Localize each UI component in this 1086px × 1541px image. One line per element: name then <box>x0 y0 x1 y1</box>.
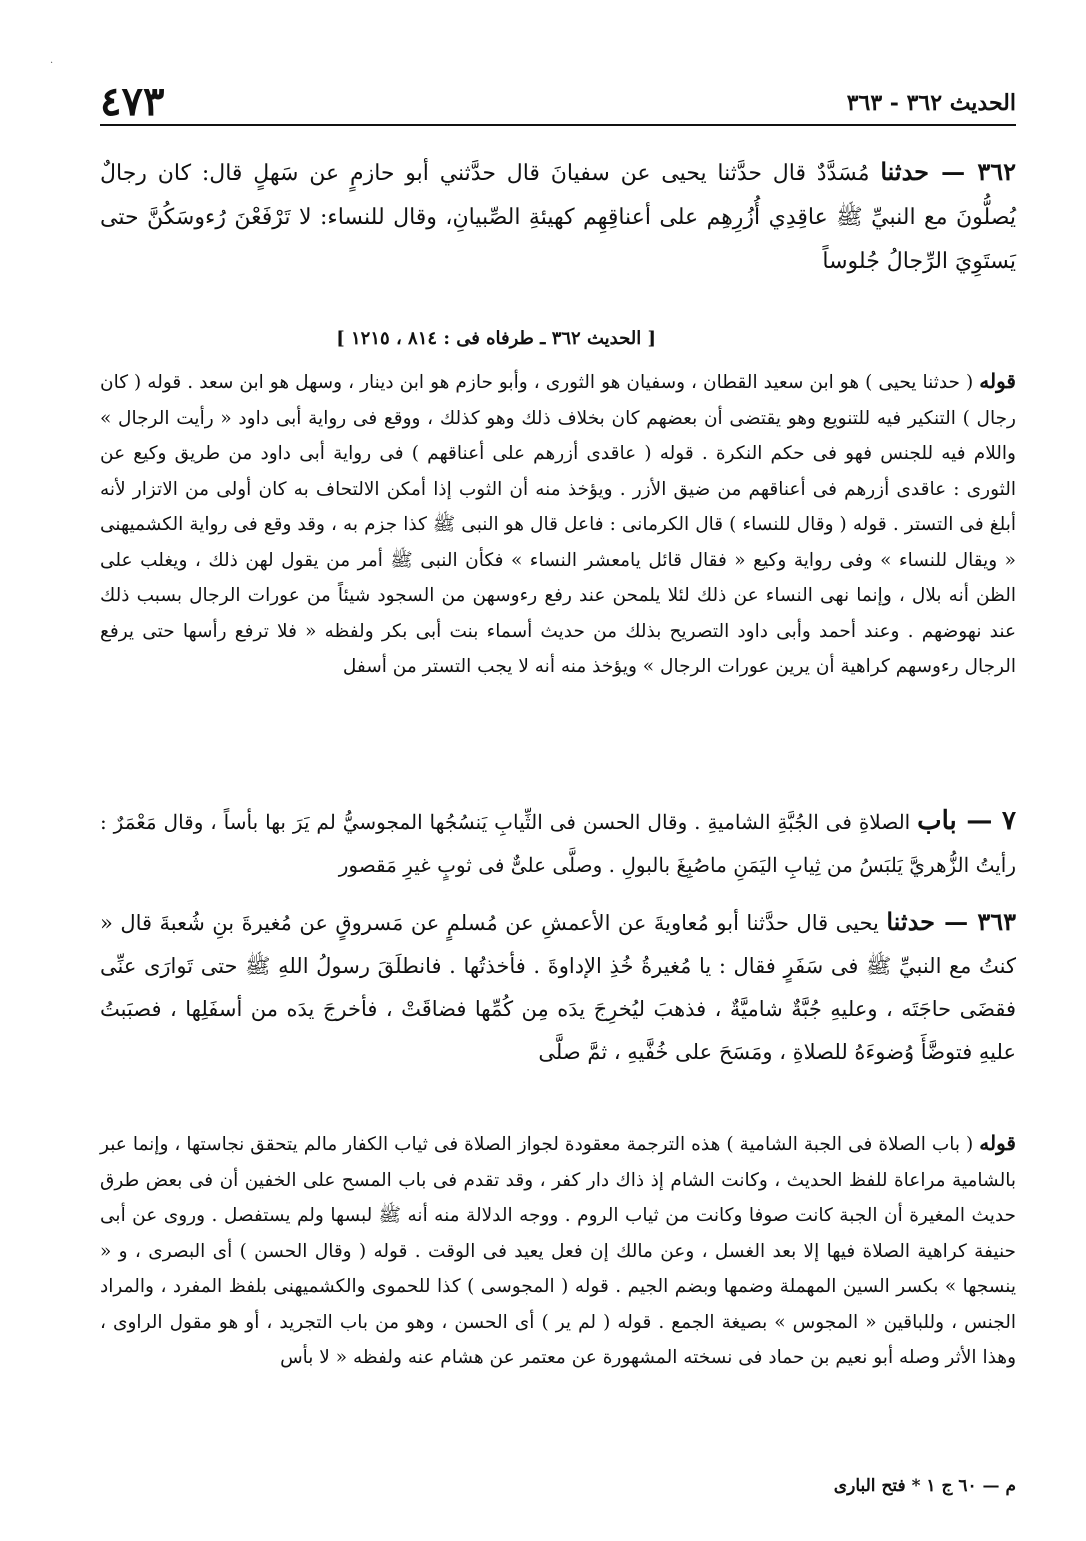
commentary-363 <box>100 1126 1016 1376</box>
page-number: ٤٧٣ <box>100 78 165 125</box>
page-footer: م — ٦٠ ج ١ * فتح البارى <box>833 1476 1016 1496</box>
bab-7-text: الصلاةِ فى الجُبَّةِ الشاميةِ . وقال الحسن فى الثِّيابِ يَنسُجُها المجوسيُّ لم يَرَ بها بأساً ، وقال مَعْمَرٌ : رأيتُ الزُّهريَّ يَلبَسُ من ثِيابِ اليَمَنِ ماصُبِغَ بالبولِ . وصلَّى علىٌّ فى ثوبٍ غيرِ مَقصور <box>100 810 1016 877</box>
bab-7-label: ٧ — باب <box>917 806 1016 836</box>
commentary-362-text: ( حدثنا يحيى ) هو ابن سعيد القطان ، وسفيان هو الثورى ، وأبو حازم هو ابن دينار ، وسهل هو ابن سعد . قوله ( كان رجال ) التنكير فيه للتنويع وهو يقتضى أن بعضهم كان بخلاف ذلك وهو كذلك ، ووقع فى رواية أبى داود « رأيت الرجال » واللام فيه للجنس فهو فى حكم النكرة . قوله ( عاقدى أزرهم على أعناقهم ) فى رواية أبى داود من طريق وكيع عن الثورى : عاقدى أزرهم فى أعناقهم من ضيق الأزر . ويؤخذ منه أن الثوب إذا أمكن الالتحاف به كان أولى من الاتزار لأنه أبلغ فى التستر . قوله ( وقال للنساء ) قال الكرمانى : فاعل قال هو النبى ﷺ كذا جزم به ، وقد وقع فى رواية الكشميهنى « ويقال للنساء » وفى رواية وكيع « فقال قائل يامعشر النساء » فكأن النبى ﷺ أمر من يقول لهن ذلك ، ويغلب على الظن أنه بلال ، وإنما نهى النساء عن ذلك لئلا يلمحن عند رفع رءوسهن من السجود شيئاً من عورات الرجال بسبب ذلك عند نهوضهم . وعند أحمد وأبى داود التصريح بذلك من حديث أسماء بنت أبى بكر ولفظه « فلا ترفع رأسها حتى يرفع الرجال رءوسهم كراهية أن يرين عورات الرجال » ويؤخذ منه أنه لا يجب التستر من أسفل <box>100 372 1016 677</box>
scan-speck: · <box>50 58 54 69</box>
commentary-362 <box>100 364 1016 685</box>
hadith-363-text: يحيى قال حدَّثنا أبو مُعاويةَ عن الأعمشِ عن مُسلمٍ عن مَسروقٍ عن مُغيرةَ بنِ شُعبةَ قال « كنتُ مع النبيِّ ﷺ فى سَفَرٍ فقال : يا مُغيرةُ خُذِ الإداوةَ . فأخذتُها . فانطلَقَ رسولُ اللهِ ﷺ حتى تَوارَى عنِّى فقضَى حاجَتَه ، وعليهِ جُبَّةٌ شاميَّةٌ ، فذهبَ ليُخرِجَ يدَه مِن كُمِّها فضاقَتْ ، فأخرجَ يدَه من أسفَلِها ، فصبَبتُ عليهِ فتوضَّأَ وُضوءَهُ للصلاةِ ، ومَسَحَ على خُفَّيهِ ، ثمَّ صلَّى <box>100 911 1016 1064</box>
hadith-362-label: ٣٦٢ — حدثنا <box>880 157 1016 186</box>
hadith-362-reference <box>100 328 1016 349</box>
bab-7 <box>100 800 1016 887</box>
hadith-363-label: ٣٦٣ — حدثنا <box>886 907 1016 936</box>
header-divider <box>100 124 1016 126</box>
reference-text: [ الحديث ٣٦٢ ـ طرفاه فى : ٨١٤ ، ١٢١٥ ] <box>336 328 656 349</box>
commentary-362-qawluh: قوله <box>979 369 1016 393</box>
hadith-363 <box>100 900 1016 1074</box>
hadith-362-text: مُسَدَّدٌ قال حدَّثنا يحيى عن سفيانَ قال حدَّثني أبو حازمٍ عن سَهلٍ قال: كان رجالٌ يُصلُّونَ مع النبيِّ ﷺ عاقِدِي أُزُرِهِم على أعناقِهِم كهيئةِ الصِّبيانِ، وقال للنساء: لا تَرْفَعْنَ رُءوسَكُنَّ حتى يَستَوِيَ الرِّجالُ جُلوساً <box>100 161 1016 274</box>
hadith-362 <box>100 150 1016 284</box>
header-title: الحديث ٣٦٢ - ٣٦٣ <box>846 90 1016 116</box>
running-header <box>100 78 1016 126</box>
commentary-363-text: ( باب الصلاة فى الجبة الشامية ) هذه الترجمة معقودة لجواز الصلاة فى ثياب الكفار مالم يتحقق نجاستها ، وإنما عبر بالشامية مراعاة للفظ الحديث ، وكانت الشام إذ ذاك دار كفر ، وقد تقدم فى باب المسح على الخفين أن فى بعض طرق حديث المغيرة أن الجبة كانت صوفا وكانت من ثياب الروم . ووجه الدلالة منه أنه ﷺ لبسها ولم يستفصل . وروى عن أبى حنيفة كراهية الصلاة فيها إلا بعد الغسل ، وعن مالك إن فعل يعيد فى الوقت . قوله ( وقال الحسن ) أى البصرى ، و « ينسجها » بكسر السين المهملة وضمها وبضم الجيم . قوله ( المجوسى ) كذا للحموى والكشميهنى بلفظ المفرد ، والمراد الجنس ، وللباقين « المجوس » بصيغة الجمع . قوله ( لم ير ) أى الحسن ، وهو من باب التجريد ، أو هو مقول الراوى ، وهذا الأثر وصله أبو نعيم بن حماد فى نسخته المشهورة عن معتمر عن هشام عنه ولفظه « لا بأس <box>100 1134 1016 1368</box>
commentary-363-qawluh: قوله <box>979 1131 1016 1155</box>
